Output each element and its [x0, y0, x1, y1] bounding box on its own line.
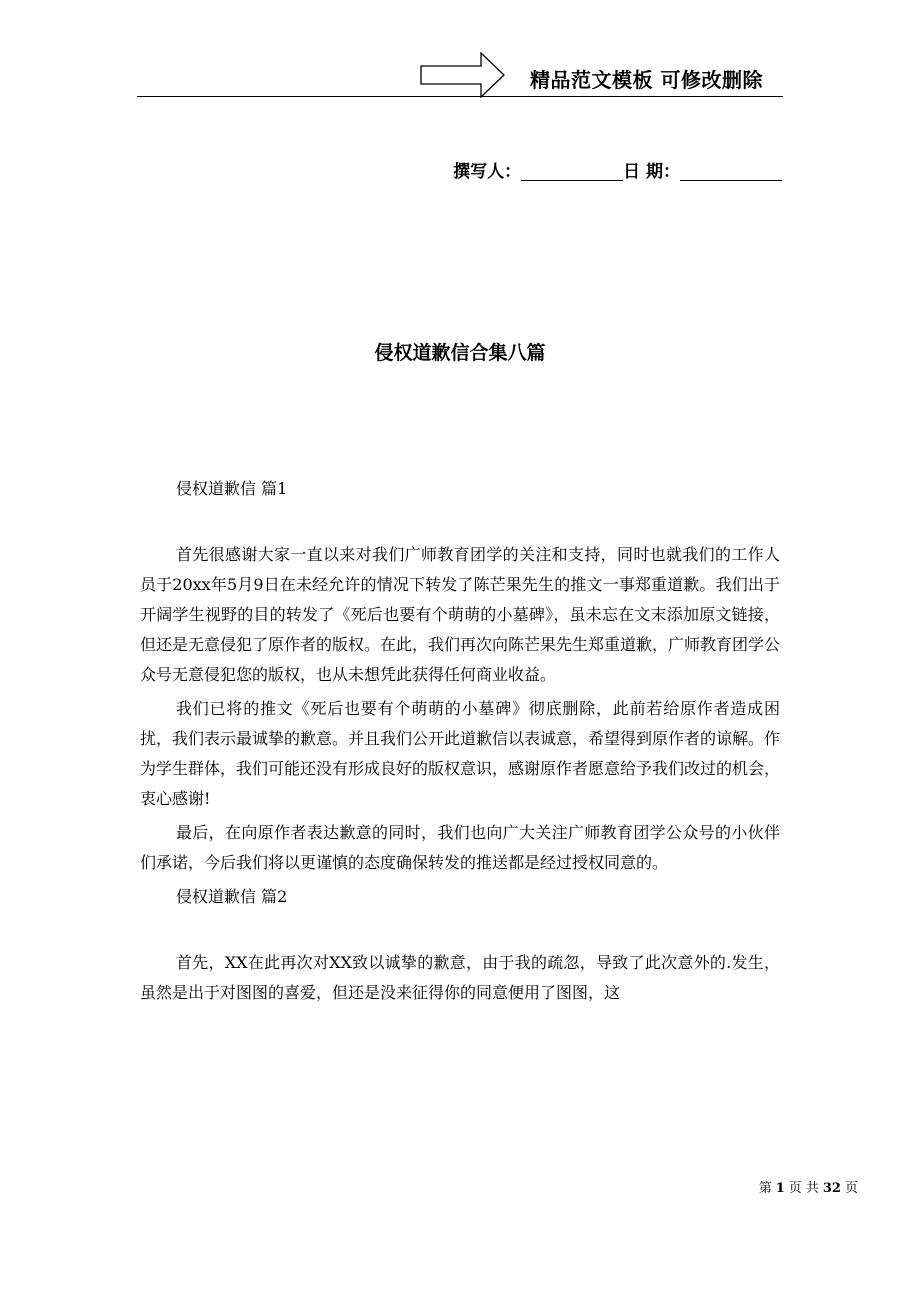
- section-heading: 侵权道歉信 篇2: [176, 887, 288, 906]
- document-body: [140, 474, 780, 1012]
- header-tagline: 精品范文模板 可修改删除: [530, 68, 763, 92]
- body-paragraph: 最后，在向原作者表达歉意的同时，我们也向广大关注广师教育团学公众号的小伙伴们承诺，今后我们将以更谨慎的态度确保转发的推送都是经过授权同意的。: [140, 823, 780, 872]
- right-arrow-icon: [420, 52, 506, 98]
- total-pages-number: 32: [822, 1181, 841, 1196]
- author-label: 撰写人：: [453, 162, 522, 182]
- header-divider: [137, 96, 783, 97]
- document-title: 侵权道歉信合集八篇: [374, 342, 546, 364]
- current-page-number: 1: [775, 1181, 785, 1196]
- body-paragraph: 我们已将的推文《死后也要有个萌萌的小墓碑》彻底删除，此前若给原作者造成困扰，我们表示最诚挚的歉意。并且我们公开此道歉信以表诚意，希望得到原作者的谅解。作为学生群体，我们可能还没有形成良好的版权意识，感谢原作者愿意给予我们改过的机会，衷心感谢!: [140, 699, 781, 808]
- author-blank-line: [521, 160, 623, 181]
- footer-prefix: 第: [758, 1181, 772, 1196]
- footer-suffix: 页: [844, 1181, 858, 1196]
- body-paragraph: 首先，XX在此再次对XX致以诚挚的歉意，由于我的疏忽，导致了此次意外的.发生，虽然是出于对图图的喜爱，但还是没来征得你的同意便用了图图，这: [140, 953, 780, 1002]
- date-blank-line: [680, 160, 782, 181]
- date-label: 日 期：: [623, 162, 680, 182]
- body-paragraph: 首先很感谢大家一直以来对我们广师教育团学的关注和支持，同时也就我们的工作人员于20xx年5月9日在未经允许的情况下转发了陈芒果先生的推文一事郑重道歉。我们出于开阔学生视野的目的转发了《死后也要有个萌萌的小墓碑》，虽未忘在文末添加原文链接，但还是无意侵犯了原作者的版权。在此，我们再次向陈芒果先生郑重道歉，广师教育团学公众号无意侵犯您的版权，也从未想凭此获得任何商业收益。: [140, 545, 781, 684]
- page-footer: [759, 1180, 858, 1198]
- signature-row: [453, 160, 782, 184]
- footer-middle: 页 共: [788, 1181, 819, 1196]
- section-heading: 侵权道歉信 篇1: [176, 479, 288, 498]
